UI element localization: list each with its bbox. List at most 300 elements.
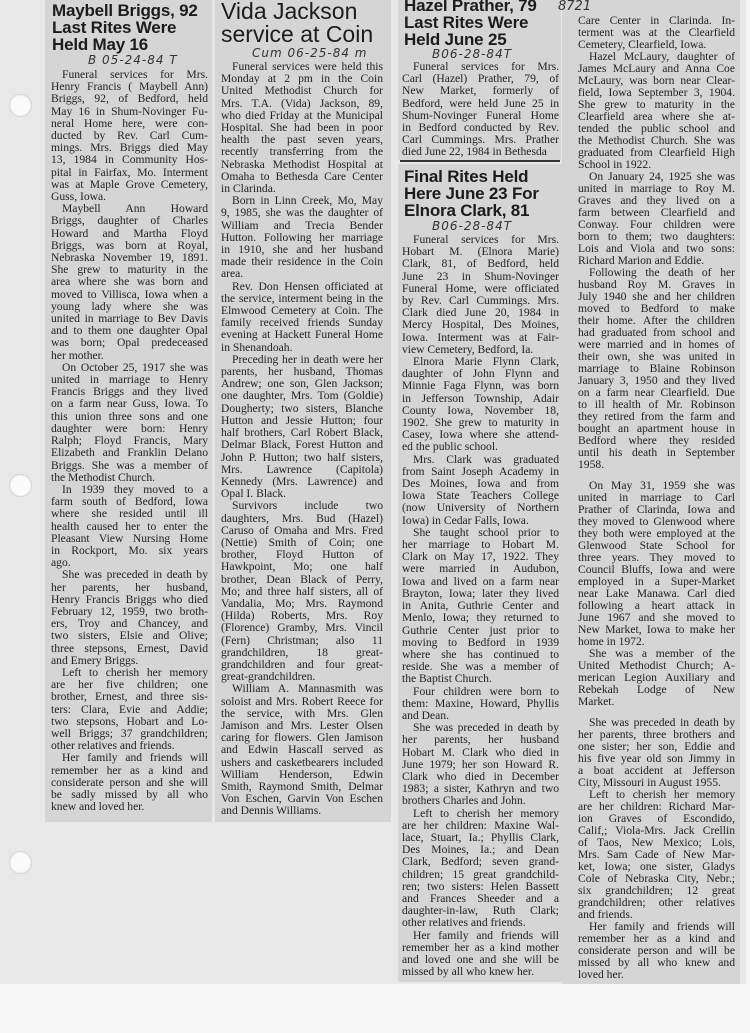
paragraph [578, 51, 735, 171]
text-line: Henry Francis Briggs who died [51, 592, 208, 606]
text-line: died June 22, 1984 in Bethesda [402, 145, 547, 159]
text-line: view Cemetery, Bedford, Ia. [402, 342, 534, 356]
text-line: Von Eschen, Garvin Von Eschen [221, 792, 383, 806]
article-body-prather [402, 61, 559, 159]
text-line: missed by all who knew and [578, 956, 735, 969]
text-line: (Florence) Gramby, Mrs. Vincil [221, 621, 383, 635]
text-line: are her children: Maxine Wal- [402, 818, 559, 832]
text-line: neral Home here, were con- [51, 116, 208, 130]
text-line: Howard and Martha Floyd [51, 226, 208, 240]
text-line: Bedford where they resided [578, 434, 735, 447]
text-line: William Henderson, Edwin [221, 767, 383, 781]
text-line: Smith, Raymond Smith, Delmar [221, 779, 383, 793]
text-line: Prather of Clarinda, Iowa and [578, 503, 735, 516]
text-line: half brothers, Carl Robert Black, [221, 426, 383, 440]
headline-line: Elnora Clark, 81 [404, 201, 530, 220]
text-line: 1983; a sister, Kathryn and two [402, 782, 559, 796]
text-line: Maybell Ann Howard [62, 202, 208, 216]
text-line: Clark on May 17, 1922. They [402, 550, 559, 564]
handwritten-date-note: Cum 06-25-84 m [252, 46, 368, 60]
text-line: Funeral services for Mrs. [62, 68, 208, 81]
text-line: McLaury, was born near Clear- [578, 74, 735, 87]
text-line: Following the death of her [589, 266, 735, 279]
paragraph [51, 569, 208, 667]
paragraph [578, 267, 735, 471]
text-line: grandchildren, 18 great- [221, 645, 383, 659]
text-line: James McLaury and Anna Coe [578, 62, 735, 75]
text-line: in Bedford conducted by Rev. [402, 121, 559, 135]
paragraph [221, 61, 383, 195]
text-line: brother, Floyd Hutton of [221, 548, 383, 562]
text-line: made their residence in the Coin [221, 255, 383, 269]
text-line: Market. [578, 695, 615, 708]
text-line: Casey, Iowa where she attend- [402, 428, 559, 442]
text-line: was at Maple Grove Cemetery, [51, 177, 208, 191]
text-line: Jamison and Mrs. Lester Olsen [221, 718, 383, 732]
text-line: lace, Stuart, Ia.; Phyllis Clark, [402, 830, 559, 844]
text-line: two stepsons, Hobart and Lo- [51, 714, 208, 728]
paragraph [578, 15, 735, 51]
text-line: Cole of Nebraska City, Nebr.; [578, 872, 735, 885]
text-line: the Baptist Church. [402, 672, 492, 686]
text-line: She was preceded in death by [62, 568, 208, 582]
text-line: Born in Linn Creek, Mo, May [232, 194, 383, 208]
text-line: united in marriage to Bev Davis [51, 312, 208, 326]
article-body-jackson [221, 61, 383, 818]
text-line: Opal I. Black. [221, 487, 287, 501]
text-line: united in marriage to Roy M. [578, 182, 735, 195]
text-line: and to them one daughter Opal [51, 324, 208, 338]
punch-hole [9, 474, 32, 497]
text-line: Her family and friends will [62, 751, 208, 765]
text-line: had graduated from school and [578, 326, 735, 339]
text-line: they retired from the farm and [578, 410, 735, 423]
text-line: three years. They moved to [578, 551, 735, 564]
text-line: Dougherty; two sisters, Blanche [221, 401, 383, 415]
text-line: in Anita, Guthrie Center and [402, 599, 559, 613]
text-line: June 1967 and she moved to [578, 611, 735, 624]
text-line: Minnie Faga Flynn, was born [402, 379, 559, 393]
paragraph [221, 281, 383, 354]
text-line: and friends. [578, 908, 633, 921]
text-line: a boat accident at Jefferson [578, 764, 735, 777]
headline-line: Here June 23 For [404, 184, 539, 203]
text-line: his five year old son Jimmy in [578, 752, 735, 765]
text-line: John P. Hutton; two half sisters, [221, 450, 383, 464]
text-line: Delmar Black, Forest Hutton and [221, 438, 383, 452]
text-line: in Shenandoah. [221, 340, 293, 354]
text-line: great-grandchildren. [221, 670, 316, 684]
text-line: terment was at the Clearfield [578, 26, 735, 39]
text-line: Des Moines, Ia.; and Dean [402, 843, 559, 857]
text-line: Des Moines, Iowa and from [402, 477, 559, 491]
text-line: until his death in September [578, 446, 735, 459]
text-line: recently transferring from the [221, 145, 383, 159]
text-line: On May 31, 1959 she was [589, 479, 735, 492]
text-line: She was preceded in death by [413, 721, 559, 735]
text-line: be sadly missed by all who [51, 787, 208, 801]
paragraph [402, 722, 559, 807]
text-line: (Fern) Christman; also 11 [221, 633, 383, 647]
text-line: remember her as a kind mother [402, 940, 559, 954]
paragraph [402, 61, 559, 159]
text-line: Menlo, Iowa; they returned to [402, 611, 559, 625]
text-line: Rebekah Lodge of New [578, 683, 735, 696]
text-line: Mo; and three half sisters, all of [221, 584, 383, 598]
paragraph [578, 480, 735, 648]
paragraph [578, 717, 735, 789]
text-line: mings. Mrs. Briggs died May [51, 141, 208, 155]
text-line: in Clarinda. [221, 182, 276, 196]
text-line: Care Center in Clarinda. In- [578, 14, 735, 27]
text-line: in Rockport, Mo. six years [51, 543, 208, 557]
text-line: and Emery Briggs. [51, 653, 139, 667]
text-line: Mrs. Sam Cade of New Mar- [578, 848, 735, 861]
text-line: tended the public school and [578, 122, 735, 135]
text-line: Iowa and lived on a farm near [402, 574, 559, 588]
text-line: they both were employed at the [578, 527, 735, 540]
text-line: Clark, Bedford; seven grand- [402, 855, 559, 869]
text-line: Elizabeth and Franklin Delano [51, 446, 208, 460]
text-line: and Frances Sheeder and a [402, 891, 559, 905]
text-line: brothers Charles and John. [402, 794, 526, 808]
text-line: In 1939 they moved to a [62, 482, 208, 496]
text-line: Briggs, 92, of Bedford, held [51, 92, 208, 106]
text-line: Glenwood State School for [578, 539, 735, 552]
paragraph [402, 686, 559, 723]
text-line: parents, her husband, Thomas [221, 365, 383, 379]
text-line: New Market, formerly of [402, 84, 559, 98]
text-line: other relatives and friends. [51, 739, 175, 753]
text-line: Francis Briggs and they lived [51, 385, 208, 399]
headline-line: Vida Jackson [221, 0, 358, 24]
text-line: United Methodist Church for [221, 84, 383, 98]
text-line: Council Bluffs, Iowa and were [578, 563, 735, 576]
paragraph [578, 789, 735, 921]
text-line: July 1940 she and her children [578, 290, 735, 303]
text-line: Brayton, Iowa; later they lived [402, 586, 559, 600]
text-line: Conway. Four children were [578, 218, 735, 231]
text-line: Monday at 2 pm in the Coin [221, 72, 383, 86]
text-line: ducted by Rev. Carl Cum- [51, 129, 208, 143]
text-line: ren; two sisters: Helen Bassett [402, 879, 559, 893]
article-body-briggs [51, 69, 208, 813]
text-line: Survivors include two [232, 499, 383, 513]
text-line: husband Roy M. Graves in [578, 278, 735, 291]
headline-line: Final Rites Held [404, 167, 529, 186]
text-line: her parents, her husband [402, 733, 559, 747]
text-line: Mrs. Lawrence (Capitola) [221, 462, 383, 476]
text-line: the service, with Mrs. Glen [221, 706, 383, 720]
text-line: her parents, her husband, [51, 580, 208, 594]
text-line: 1902. She grew to maturity in [402, 416, 559, 430]
text-line: She taught school prior to [413, 525, 559, 539]
headline-jackson [221, 0, 373, 46]
handwritten-date-note: B 05-24-84 T [88, 53, 178, 67]
text-line: William A. Mannasmith was [232, 682, 383, 696]
text-line: Funeral services were held this [232, 60, 383, 73]
headline-line: Hazel Prather, 79 [404, 0, 537, 15]
text-line: Rev. Don Hensen officiated at [232, 279, 383, 293]
text-line: Funeral services for Mrs. [413, 60, 559, 73]
paragraph [402, 527, 559, 686]
text-line: they moved to Glenwood where [578, 515, 735, 528]
text-line: Iowa State Teachers College [402, 489, 559, 503]
text-line: (now University of Northern [402, 501, 559, 515]
text-line: On January 24, 1925 she was [589, 170, 735, 183]
text-line: She was a member of the [589, 647, 735, 660]
text-line: marriage to Blaine Robinson [578, 362, 735, 375]
text-line: two sisters, Elsie and Olive; [51, 629, 208, 643]
headline-line: Last Rites Were [404, 13, 529, 32]
text-line: Her family and friends will [413, 928, 559, 942]
text-line: field, Iowa September 3, 1904. [578, 86, 735, 99]
text-line: brother, Dean Black of Perry, [221, 572, 383, 586]
paragraph [51, 362, 208, 484]
headline-line: Held May 16 [52, 35, 149, 54]
text-line: young lady where she was [51, 299, 208, 313]
text-line: Lois and Viola and two sons: [578, 242, 735, 255]
text-line: health caused her to enter the [51, 519, 208, 533]
paragraph [221, 354, 383, 500]
text-line: their own, she was united in [578, 350, 735, 363]
text-line: Hutton. Following her marriage [221, 230, 383, 244]
text-line: missed by all who knew her. [402, 965, 535, 979]
handwritten-date-note: B06-28-84T [432, 47, 513, 61]
text-line: well Briggs; 37 grandchildren; [51, 726, 208, 740]
text-line: School in 1922. [578, 158, 652, 171]
text-line: (Nettie) Smith of Coin; one [221, 535, 383, 549]
text-line: employed in a Super-Market [578, 575, 735, 588]
text-line: Richard Marion and Eddie. [578, 254, 705, 267]
paragraph [221, 683, 383, 817]
text-line: area. [221, 267, 244, 281]
text-line: united in marriage to Carl [578, 491, 735, 504]
text-line: June 1979; her son Howard R. [402, 757, 559, 771]
text-line: Mrs. Clark was graduated [413, 452, 559, 466]
text-line: Nebraska Methodist Hospital at [221, 157, 383, 171]
text-line: and loved one and she will be [402, 952, 559, 966]
text-line: May 16 in Shum-Novinger Fu- [51, 104, 208, 118]
text-line: Left to cherish her memory [589, 788, 735, 801]
text-line: ion Graves of Escondido, [578, 812, 735, 825]
text-line: her marriage to Hobart M. [402, 538, 559, 552]
text-line: Briggs. She was a member of [51, 458, 208, 472]
text-line: William and Trecia Bender [221, 218, 383, 232]
text-line: Pleasant View Nursing Home [51, 531, 208, 545]
text-line: Funeral services for Mrs. [413, 233, 559, 246]
text-line: loved her. [578, 968, 624, 981]
paragraph [51, 752, 208, 813]
text-line: the service, interment being in the [221, 291, 383, 305]
text-line: farm between Clearfield and [578, 206, 735, 219]
text-line: Hobart M. Clark who died in [402, 745, 559, 759]
text-line: in Jefferson Township, Adair [402, 391, 559, 405]
headline-line: Maybell Briggs, 92 [52, 1, 198, 20]
text-line: Hawkpoint, Mo; one half [221, 560, 383, 574]
text-line: born to them; two daughters: [578, 230, 735, 243]
paragraph [578, 171, 735, 267]
text-line: on a farm near Clearfield. Due [578, 386, 735, 399]
text-line: children; 15 great grandchild- [402, 867, 559, 881]
text-line: Clark died June 20, 1984 in [402, 306, 559, 320]
text-line: health the past seven years, [221, 133, 383, 147]
text-line: daughters, Mrs. Bud (Hazel) [221, 511, 383, 525]
text-line: Carl (Hazel) Prather, 79, of [402, 72, 559, 86]
text-line: to ill health of Mr. Robinson [578, 398, 735, 411]
text-line: and Dean. [402, 708, 449, 722]
text-line: June 23 in Shum-Novinger [402, 269, 559, 283]
text-line: are her five children; one [51, 678, 208, 692]
text-line: them: Maxine, Howard, Phyllis [402, 696, 559, 710]
text-line: Carl Cummings. Mrs. Prather [402, 133, 559, 147]
text-line: following a heart attack in [578, 599, 735, 612]
text-line: Andrew; one son, Glen Jackson; [221, 377, 383, 391]
text-line: their home. After the children [578, 314, 735, 327]
text-line: one sister; her son, Eddie and [578, 740, 735, 753]
text-line: Calif,; Viola-Mrs. Jack Crellin [578, 824, 735, 837]
text-line: grandchildren; other relatives [578, 896, 735, 909]
text-line: Henry Francis ( Maybell Ann) [51, 80, 208, 94]
text-line: are her children: Richard Mar- [578, 800, 735, 813]
paragraph [402, 808, 559, 930]
text-line: Omaha to Bethesda Care Center [221, 169, 383, 183]
text-line: home in 1972. [578, 635, 645, 648]
text-line: Hobart M. (Elnora Marie) [402, 245, 559, 259]
text-line: ters: Clara, Evie and Addie; [51, 702, 208, 716]
text-line: New Market, Iowa to make her [578, 623, 735, 636]
text-line: family received friends Sunday [221, 316, 383, 330]
text-line: and Edwin Hascall served as [221, 743, 383, 757]
text-line: moved to Villisca, Iowa when a [51, 287, 208, 301]
text-line: Shum-Novinger Funeral Home [402, 108, 559, 122]
text-line: Hazel McLaury, daughter of [589, 50, 735, 63]
text-line: this union three sons and one [51, 409, 208, 423]
text-line: other relatives and friends. [402, 916, 526, 930]
text-line: Left to cherish her memory [413, 806, 559, 820]
text-line: pital in Fairfax, Mo. Interment [51, 165, 208, 179]
paragraph [51, 69, 208, 203]
text-line: near Lake Manawa. Carl died [578, 587, 735, 600]
text-line: Clark who died in December [402, 769, 559, 783]
text-line: three stepsons, Ernest, David [51, 641, 208, 655]
text-line: from Saint Joseph Academy in [402, 464, 559, 478]
paragraph [51, 484, 208, 569]
text-line: on a farm near Guss, Iowa. To [51, 397, 208, 411]
text-line: 1958. [578, 458, 605, 471]
text-line: considerate person and will be [578, 944, 735, 957]
text-line: Clearfield area where she at- [578, 110, 735, 123]
text-line: graduated from Clearfield High [578, 146, 735, 159]
text-line: Hospital. She had been in poor [221, 121, 383, 135]
text-line: Vandalia, Mo; Mrs. Raymond [221, 596, 383, 610]
text-line: considerate person and she will [51, 775, 208, 789]
article-body-clark [402, 234, 559, 978]
paragraph [221, 195, 383, 280]
text-line: reside. She was a member of [402, 660, 559, 674]
paragraph [51, 667, 208, 752]
text-line: daughter of John Flynn and [402, 367, 559, 381]
text-line: Mercy Hospital, Des Moines, [402, 318, 559, 332]
text-line: Cemetery, Clearfield, Iowa. [578, 38, 707, 51]
text-line: brother, Ernest, and three sis- [51, 690, 208, 704]
text-line: Preceding her in death were her [232, 352, 383, 366]
text-line: ers, Troy and Chancey, and [51, 617, 208, 631]
text-line: Funeral Home, were officiated [402, 281, 559, 295]
text-line: United Methodist Church; A- [578, 659, 735, 672]
headline-line: Held June 25 [404, 30, 507, 49]
text-line: remember her as a kind and [578, 932, 735, 945]
text-line: six grandchildren; 12 great [578, 884, 735, 897]
text-line: City, Missouri in August 1955. [578, 776, 721, 789]
punch-hole [9, 851, 32, 874]
text-line: and Dennis Williams. [221, 804, 322, 818]
text-line: united in marriage to Henry [51, 373, 208, 387]
text-line: On October 25, 1917 she was [62, 360, 208, 374]
text-line: were married and in homes of [578, 338, 735, 351]
text-line: Hutton and Jessie Hutton; four [221, 413, 383, 427]
text-line: remember her as a kind and [51, 763, 208, 777]
text-line: County Iowa, November 18, [402, 403, 559, 417]
text-line: Mrs. T.A. (Vida) Jackson, 89, [221, 96, 383, 110]
paragraph [402, 454, 559, 527]
text-line: Kennedy (Mrs. Lawrence) and [221, 474, 383, 488]
text-line: grandchildren and four great- [221, 657, 383, 671]
text-line: where she resided until ill [51, 507, 208, 521]
text-line: ago. [51, 556, 71, 570]
text-line: She grew to maturity in the [51, 263, 208, 277]
text-line: the Methodist Church. She was [578, 134, 735, 147]
text-line: of Taos, New Mexico; Lois, [578, 836, 735, 849]
text-line: She was preceded in death by [589, 716, 735, 729]
text-line: the Methodist Church. [51, 470, 156, 484]
text-line: Caruso of Omaha and Mrs. Fred [221, 523, 383, 537]
handwritten-date-note: B06-28-84T [432, 219, 513, 233]
text-line: soloist and Mrs. Robert Reece for [221, 694, 383, 708]
text-line: Ralph; Floyd Francis, Mary [51, 434, 208, 448]
headline-prather [404, 0, 537, 48]
text-line: February 12, 1959, two broth- [51, 604, 208, 618]
paragraph [221, 500, 383, 683]
text-line: merican Legion Auxiliary and [578, 671, 735, 684]
paragraph [578, 648, 735, 708]
text-line: Four children were born to [413, 684, 559, 698]
text-line: caring for flowers. Glen Jamison [221, 731, 383, 745]
text-line: area where she was born and [51, 275, 208, 289]
text-line: Briggs, daughter of Charles [51, 214, 208, 228]
text-line: 9, 1985, she was the daughter of [221, 206, 383, 220]
handwritten-page-number: 8721 [558, 0, 592, 14]
text-line: moving to Bedford in 1939 [402, 635, 559, 649]
text-line: Guthrie Center just prior to [402, 623, 559, 637]
text-line: her mother. [51, 348, 104, 362]
clipping-divider [400, 160, 560, 162]
paragraph [402, 234, 559, 356]
paragraph [402, 930, 559, 979]
headline-line: Last Rites Were [52, 18, 177, 37]
paragraph [51, 203, 208, 362]
text-line: were married in Audubon, [402, 562, 559, 576]
text-line: Graves and they lived on a [578, 194, 735, 207]
text-line: daughter were born: Henry [51, 421, 208, 435]
text-line: where she has continued to [402, 647, 559, 661]
headline-briggs [52, 2, 198, 53]
text-line: Briggs, was born at Royal, [51, 238, 208, 252]
headline-clark [404, 168, 539, 219]
text-line: by Rev. Carl Cummings. Mrs. [402, 294, 559, 308]
text-line: Guss, Iowa. [51, 190, 107, 204]
text-line: January 3, 1950 and they lived [578, 374, 735, 387]
